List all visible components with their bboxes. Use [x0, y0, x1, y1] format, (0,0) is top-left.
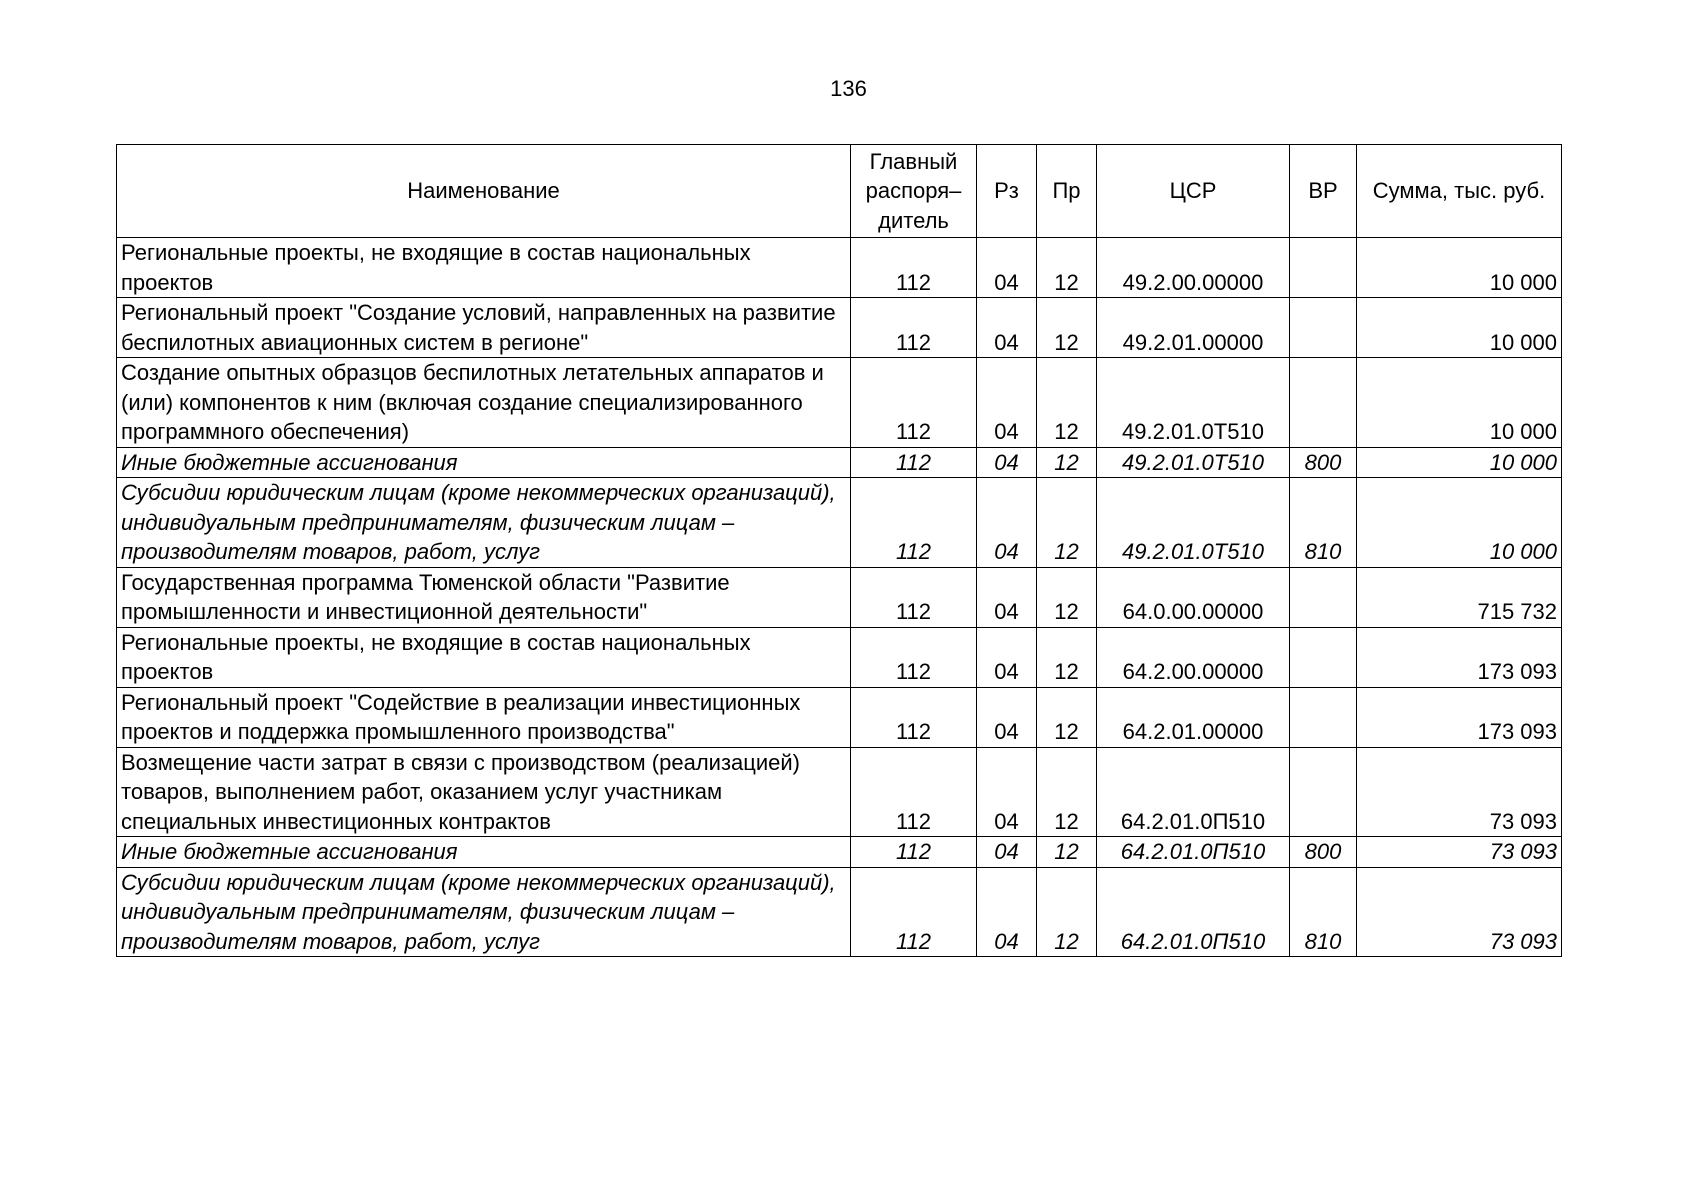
cell-name: Региональные проекты, не входящие в состав национальных проектов: [117, 238, 851, 298]
cell-sum: 10 000: [1357, 298, 1562, 358]
cell-name: Иные бюджетные ассигнования: [117, 837, 851, 868]
cell-glavny: 112: [851, 478, 977, 568]
cell-glavny: 112: [851, 687, 977, 747]
cell-glavny: 112: [851, 567, 977, 627]
cell-rz: 04: [977, 867, 1037, 957]
cell-rz: 04: [977, 837, 1037, 868]
table-row: [117, 867, 1562, 957]
header-sum: Сумма, тыс. руб.: [1357, 145, 1562, 238]
cell-pr: 12: [1037, 478, 1097, 568]
header-vr: ВР: [1290, 145, 1357, 238]
cell-name: Иные бюджетные ассигнования: [117, 447, 851, 478]
cell-csr: 64.2.01.0П510: [1097, 867, 1290, 957]
cell-pr: 12: [1037, 747, 1097, 837]
table-row: [117, 627, 1562, 687]
cell-sum: 73 093: [1357, 867, 1562, 957]
table-row: [117, 358, 1562, 448]
cell-pr: 12: [1037, 627, 1097, 687]
cell-rz: 04: [977, 627, 1037, 687]
cell-vr: [1290, 298, 1357, 358]
cell-glavny: 112: [851, 837, 977, 868]
cell-rz: 04: [977, 478, 1037, 568]
cell-sum: 715 732: [1357, 567, 1562, 627]
cell-rz: 04: [977, 747, 1037, 837]
cell-rz: 04: [977, 687, 1037, 747]
cell-sum: 10 000: [1357, 238, 1562, 298]
cell-vr: 800: [1290, 837, 1357, 868]
header-glavny: Главный распоря– дитель: [851, 145, 977, 238]
cell-rz: 04: [977, 238, 1037, 298]
table-row: [117, 837, 1562, 868]
cell-pr: 12: [1037, 687, 1097, 747]
cell-sum: 10 000: [1357, 478, 1562, 568]
cell-sum: 173 093: [1357, 627, 1562, 687]
cell-glavny: 112: [851, 298, 977, 358]
table-row: [117, 478, 1562, 568]
page-number: 136: [830, 76, 867, 101]
table-row: [117, 447, 1562, 478]
cell-sum: 10 000: [1357, 447, 1562, 478]
cell-pr: 12: [1037, 867, 1097, 957]
cell-glavny: 112: [851, 747, 977, 837]
cell-rz: 04: [977, 298, 1037, 358]
cell-glavny: 112: [851, 447, 977, 478]
cell-vr: [1290, 747, 1357, 837]
cell-vr: [1290, 567, 1357, 627]
cell-pr: 12: [1037, 567, 1097, 627]
cell-glavny: 112: [851, 627, 977, 687]
table-row: [117, 238, 1562, 298]
table-row: [117, 567, 1562, 627]
cell-csr: 64.2.01.0П510: [1097, 747, 1290, 837]
cell-csr: 64.0.00.00000: [1097, 567, 1290, 627]
cell-name: Создание опытных образцов беспилотных летательных аппаратов и (или) компонентов к ним (включая создание специализированного программного обеспечения): [117, 358, 851, 448]
cell-pr: 12: [1037, 837, 1097, 868]
cell-pr: 12: [1037, 238, 1097, 298]
cell-name: Региональные проекты, не входящие в состав национальных проектов: [117, 627, 851, 687]
cell-csr: 49.2.01.0Т510: [1097, 478, 1290, 568]
cell-name: Субсидии юридическим лицам (кроме некоммерческих организаций), индивидуальным предпринимателям, физическим лицам – производителям товаров, работ, услуг: [117, 478, 851, 568]
header-pr: Пр: [1037, 145, 1097, 238]
cell-name: Государственная программа Тюменской области "Развитие промышленности и инвестиционной деятельности": [117, 567, 851, 627]
cell-vr: 800: [1290, 447, 1357, 478]
header-csr: ЦСР: [1097, 145, 1290, 238]
cell-vr: [1290, 627, 1357, 687]
table-row: [117, 747, 1562, 837]
header-name: Наименование: [117, 145, 851, 238]
cell-vr: [1290, 687, 1357, 747]
cell-name: Региональный проект "Содействие в реализации инвестиционных проектов и поддержка промышленного производства": [117, 687, 851, 747]
cell-sum: 73 093: [1357, 837, 1562, 868]
table-row: [117, 687, 1562, 747]
cell-sum: 73 093: [1357, 747, 1562, 837]
table-header-row: [117, 145, 1562, 238]
cell-csr: 49.2.01.0Т510: [1097, 447, 1290, 478]
cell-pr: 12: [1037, 358, 1097, 448]
cell-csr: 49.2.01.00000: [1097, 298, 1290, 358]
cell-csr: 64.2.01.00000: [1097, 687, 1290, 747]
cell-pr: 12: [1037, 447, 1097, 478]
cell-name: Субсидии юридическим лицам (кроме некоммерческих организаций), индивидуальным предпринимателям, физическим лицам – производителям товаров, работ, услуг: [117, 867, 851, 957]
budget-table: [116, 144, 1562, 957]
cell-name: Региональный проект "Создание условий, направленных на развитие беспилотных авиационных систем в регионе": [117, 298, 851, 358]
cell-name: Возмещение части затрат в связи с производством (реализацией) товаров, выполнением работ, оказанием услуг участникам специальных инвестиционных контрактов: [117, 747, 851, 837]
cell-vr: [1290, 358, 1357, 448]
cell-glavny: 112: [851, 238, 977, 298]
cell-pr: 12: [1037, 298, 1097, 358]
cell-csr: 49.2.00.00000: [1097, 238, 1290, 298]
cell-rz: 04: [977, 447, 1037, 478]
cell-vr: [1290, 238, 1357, 298]
cell-rz: 04: [977, 567, 1037, 627]
cell-vr: 810: [1290, 867, 1357, 957]
cell-csr: 64.2.00.00000: [1097, 627, 1290, 687]
cell-glavny: 112: [851, 867, 977, 957]
cell-glavny: 112: [851, 358, 977, 448]
cell-csr: 49.2.01.0Т510: [1097, 358, 1290, 448]
cell-rz: 04: [977, 358, 1037, 448]
header-rz: Рз: [977, 145, 1037, 238]
cell-sum: 173 093: [1357, 687, 1562, 747]
cell-csr: 64.2.01.0П510: [1097, 837, 1290, 868]
cell-vr: 810: [1290, 478, 1357, 568]
table-body: [117, 238, 1562, 957]
cell-sum: 10 000: [1357, 358, 1562, 448]
table-row: [117, 298, 1562, 358]
